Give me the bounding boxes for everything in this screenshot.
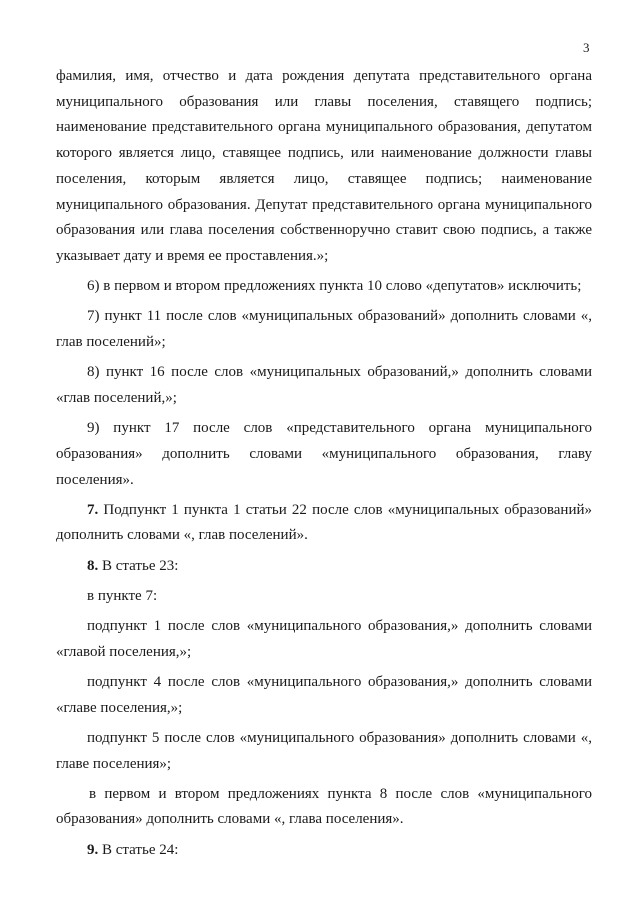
paragraph-continuation: фамилия, имя, отчество и дата рождения депутата представительного органа муниципального образования или главы поселения, ставящего подпись; наименование представительного органа муниципального образования, депутатом которого является лицо, ставящее подпись, или наименование должности главы поселения, которым является лицо, ставящее подпись; наименование муниципального образования. Депутат представительного органа муниципального образования или глава поселения собственноручно ставит свою подпись, а также указывает дату и время ее проставления.»; (56, 68, 592, 264)
section-number: 7. (87, 501, 99, 518)
paragraph-item-7: 7) пункт 11 после слов «муниципальных образований» дополнить словами «, глав поселений»; (56, 308, 592, 351)
paragraph-item-8: 8) пункт 16 после слов «муниципальных образований,» дополнить словами «глав поселений,»; (56, 364, 592, 406)
paragraph-item-6: 6) в первом и втором предложениях пункта 10 слово «депутатов» исключить; (87, 278, 582, 295)
section-8 (56, 554, 592, 580)
section-9 (56, 838, 592, 864)
section-text: В статье 24: (98, 841, 179, 858)
paragraph-item-9: 9) пункт 17 после слов «представительного органа муниципального образования» дополнить словами «муниципального образования, главу поселения». (56, 420, 592, 488)
paragraph-point-7: в пункте 7: (87, 587, 158, 604)
paragraph-subpoint-4: подпункт 4 после слов «муниципального образования,» дополнить словами «главе поселения,»; (56, 673, 592, 716)
section-text: Подпункт 1 пункта 1 статьи 22 после слов «муниципальных образований» дополнить словами «, глав поселений». (56, 501, 592, 544)
section-number: 8. (87, 557, 99, 574)
document-body (56, 64, 592, 868)
paragraph-subpoint-1: подпункт 1 после слов «муниципального образования,» дополнить словами «главой поселения,»; (56, 618, 592, 660)
section-text: В статье 23: (98, 557, 179, 574)
page-number: 3 (583, 40, 590, 55)
section-7 (56, 498, 592, 549)
paragraph-point-8: в первом и втором предложениях пункта 8 после слов «муниципального образования» дополнить словами «, глава поселения». (56, 785, 592, 828)
paragraph-subpoint-5: подпункт 5 после слов «муниципального образования» дополнить словами «, главе поселения»; (56, 729, 592, 772)
section-number: 9. (87, 841, 99, 858)
